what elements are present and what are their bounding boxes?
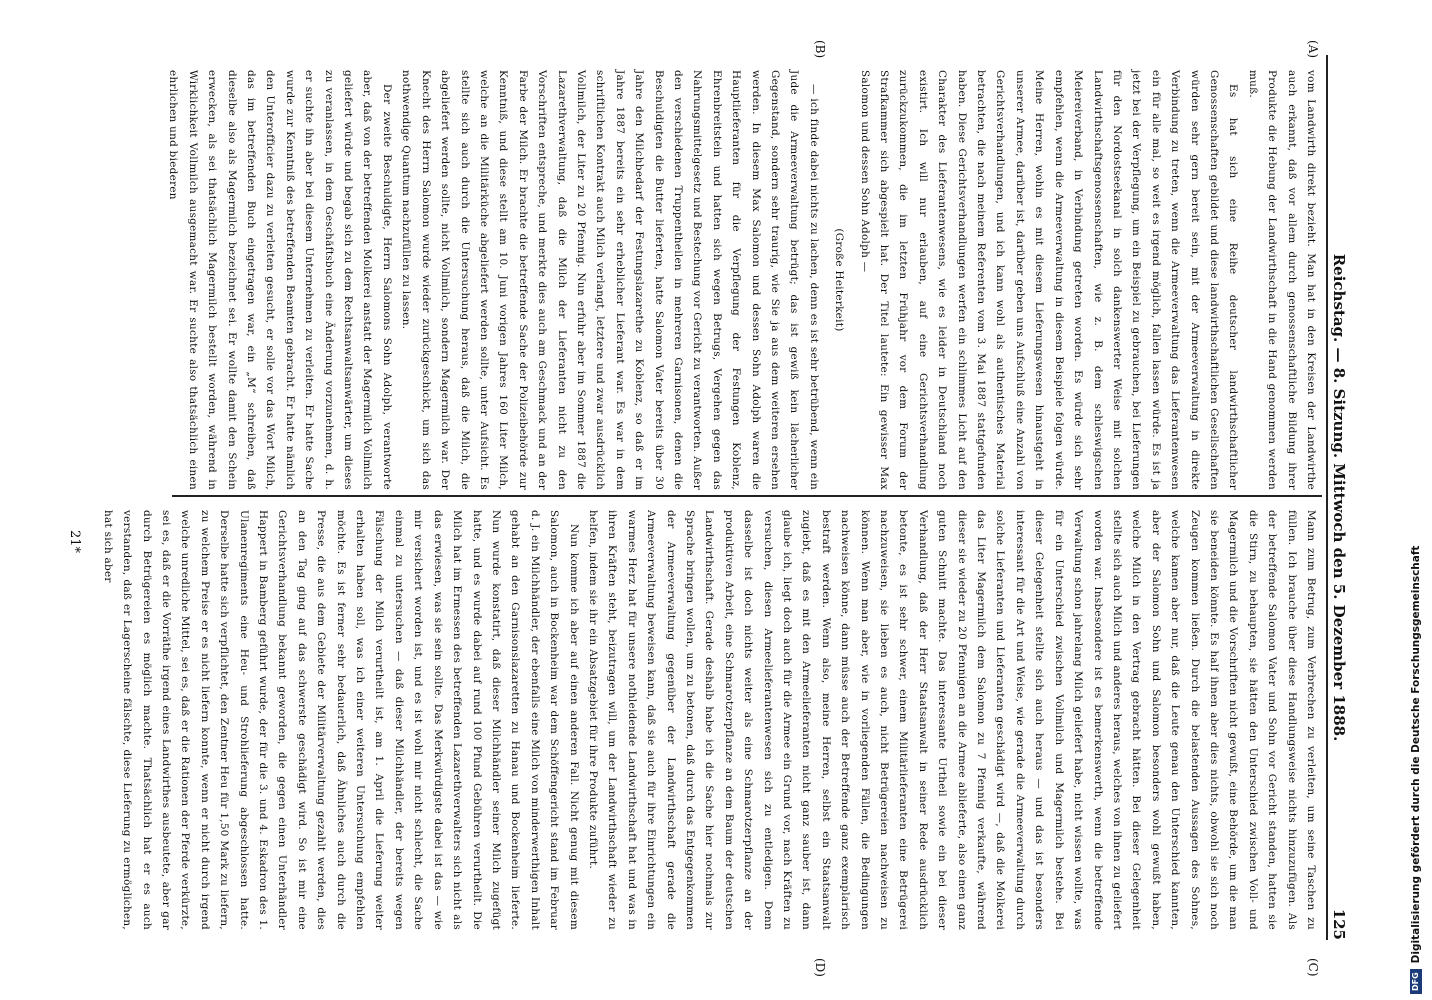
page-number: 125 [1330,908,1348,940]
margin-mark-d: (D) [813,958,827,977]
left-column [163,70,1320,490]
margin-mark-a: (A) [1306,40,1320,59]
right-paragraph-2: Nun komme ich aber auf einen anderen Fall. Nicht genug mit diesem Salomon, auch in Bockenheim war dem Schöffengericht stand im Februar d. J. ein Milchhändler, der ebenfalls eine Milch von minderwerthigen Inhalt gehabt an den Garnisonslazaretten zu Hanau und Bockenheim lieferte. Nun wurde konstatirt, daß dieser Milchhändler seiner Milch zugefügt hatte, und es wurde dabei auf rund 100 Pfund Gebühren verurtheilt. Die Milch hat im Ermessen des betreffenden Lazarethverwalters sich nicht als das erwiesen, was sie sein sollte. Das Merkwürdigste dabei ist das — wie mir versichert worden ist, und es ist wohl mir nicht schlecht, die Sache einmal zu untersuchen — daß dieser Milchhändler, der bereits wegen Fälschung der Milch verurtheilt ist, am 1. April die Lieferung weiter erhalten haben soll, was ich einer weiteren Untersuchung empfehlen möchte. Es ist ferner sehr bedauerlich, daß Ähnliches auch durch die Presse, die aus dem Gebiete der Militärverwaltung gezahlt werden, dies an den Tag ging auf das schwerste geschädigt wird. So ist mir eine Gerichtsverhandlung bekannt geworden, die gegen einen Unterhändler Happert in Bamberg geführt wurde, der für die 3. und 4. Eskadron des 1. Ulanenregiments eine Heu- und Strohlieferung abgeschlossen hatte. Derselbe hatte sich verpflichtet, den Zentner Heu für 1,50 Mark zu liefern, zu welchem Preise er es nicht liefern konnte, wenn er nicht durch irgend welche unredliche Mittel, sei es, daß er die Rationen der Pferde verkürzte, sei es, daß er die Vorräthe irgend eines Landwirthes ausbeutete, aber gar durch Betrügereien es möglich machte. Thatsächlich hat er es auch verstanden, daß er Lagerscheine fälschte, diese Lieferung zu ermöglichen, hat sich aber [101,510,580,930]
column-rule [172,495,1322,497]
margin-mark-c: (C) [1306,958,1320,977]
left-paragraph-4: Der zweite Beschuldigte, Herrn Salomons Sohn Adolph, verantworte aber, daß von der betreffenden Molkerei anstatt der Magermilch Vollmilch geliefert würde und begab sich zu dem Rechtsanwaltsanwärter, um dieses zu veranlassen, in dem Geschäftsbuch eine Änderung vorzunehmen, d. h. er suchte ihn aber bei diesem Unternehmen zu verleiten. Er hatte Sache wurde zur Kenntniß des betreffenden Beamten gebracht. Er hatte nämlich den Unterofficier dazu zu verleiten gesucht, er solle vor das Wort Milch, das im betreffenden Buch eingetragen war, ein „M“ schreiben, daß dieselbe also als Magermilch bezeichnet sei. Er wollte damit den Schein erwecken, als sei thatsächlich Magermilch bestellt worden, während in Wirklichkeit Vollmilch ausgemacht war. Er suchte also thatsächlich einen ehrlichen und biederen [167,70,393,490]
left-paragraph-1: vom Landwirth direkt bezieht. Man hat in den Kreisen der Landwirthe auch erkannt, daß vor allem durch genossenschaftliche Bildung ihrer Produkte die Hebung der Landwirthschaft in die Hand genommen werden muß. [1246,70,1317,490]
interjection: (Große Heiterkeit) [833,228,846,332]
left-paragraph-2: Es hat sich eine Reihe deutscher landwirthschaftlicher Genossenschaften gebildet und diese landwirthschaftlichen Gesellschaften würden sehr gern bereit sein, mit der Armeeverwaltung in direkte Verbindung zu treten, wenn die Armeeverwaltung das Lieferantenwesen ein für alle mal, so weit es irgend möglich, fallen lassen würde. Es ist ja jetzt bei der Verpflegung, um ein Beispiel zu gebrauchen, bei Lieferungen für den Nordostseekanal in solch dankenswerter Weise mit solchen Landwirthschaftsgenossenschaften, wie z. B. dem schleswigschen Meiereiverband, in Verbindung getreten worden. Es würde sich sehr empfehlen, wenn die Armeeverwaltung in diesem Beispiele folgen würde. Meine Herren, wohin es mit diesem Lieferungswesen hinaustgeht in unserer Armee, darüber ist, darüber geben uns Aufschluß eine Anzahl von Gerichtsverhandlungen, und ich kann wohl als authentisches Material betrachten, die nach meinem Referenten vom 3. Mai 1887 stattgefunden haben. Diese Gerichtsverhandlungen werfen ein schlimmes Licht auf den Charakter des Lieferantenwesens, wie es leider in Deutschland noch existirt. Ich will nur erlauben, auf eine Gerichtsverhandlung zurückzukommen, die im letzten Frühjahr vor dem Forum der Strafkammer sich abgespielt hat. Der Titel lautete: Ein gewisser Max Salomon und dessen Sohn Adolph — [858,70,1240,490]
footer-credit-text: Digitalisierung gefördert durch die Deutsche Forschungsgemeinschaft [1410,545,1422,964]
page-header [1328,55,1348,940]
signature-mark: 21* [67,530,82,554]
footer-credit [1404,4,1428,994]
margin-mark-b: (B) [813,40,827,59]
left-paragraph-3: — ich finde dabei nichts zu lachen, denn es ist sehr betrübend, wenn ein Jude die Armeeverwaltung betrügt; das ist gewiß kein lächerlicher Gegenstand, sondern sehr traurig, wie Sie ja aus dem weiteren ersehen werden. In diesem Max Salomon und dessen Sohn Adolph waren die Hauptlieferanten für die Verpflegung der Festungen Koblenz, Ehrenbreitstein und hatten sich wegen Betrugs, Vergehen gegen das Nahrungsmittelgesetz und Bestechung vor Gericht zu verantworten. Außer den verschiedenen Truppentheilen in mehreren Garnisonen, denen die Beschuldigten die Butter lieferten, hatte Salomon Vater bereits über 30 Jahre den Milchbedarf der Festungslazarethe zu Koblenz, so daß er im Jahre 1887 bereits ein sehr erheblicher Lieferant war. Es war in dem schriftlichen Kontrakt auch Milch verlangt, letztere und zwar ausdrücklich Vollmilch, der Liter zu 20 Pfennig. Nun erfuhr aber im Sommer 1887 die Lazarethverwaltung, daß die Milch der Lieferanten nicht zu den Vorschriften entspreche, und merkte dies auch am Geschmack und an der Farbe der Milch. Er brachte die betreffende Sache der Polizeibehörde zur Kenntniß, und diese stellt am 10. Juni vorigen Jahres 160 Liter Milch, welche an die Militärküche abgeliefert werden sollte, unter Aufsicht. Es stellte sich auch durch die Untersuchung heraus, daß die Milch, die abgeliefert werden sollte, nicht Vollmilch, sondern Magermilch war. Der Knecht des Herrn Salomon wurde wieder zurückgeschickt, um sich das nothwendige Quantum nachzufüllen zu lassen. [400,70,820,490]
dfg-logo-icon: DFG [1410,969,1422,994]
header-rule [1326,55,1328,940]
running-head: Reichstag. — 8. Sitzung. Mittwoch den 5. Dezember 1888. [1330,253,1348,742]
footer-strip [1404,4,1430,994]
right-column [97,510,1320,930]
right-paragraph-1: Mann zum Betrug, zum Verbrechen zu verleiten, um seine Taschen zu füllen. Ich brauche über diese Handlungsweise nichts hinzuzufügen. Als der betreffende Salomon Vater und Sohn vor Gericht standen, hatten sie die Stirn, zu behaupten, sie hätten den Unterschied zwischen Voll- und Magermilch und die Vorschriften nicht gewußt, eine Behörde, um die man sie beneiden könnte. Es half ihnen aber dies nichts, obwohl sie sich noch Zeugen kommen ließen. Durch die belastenden Aussagen des Sohnes, welche kamen aber nur, daß die Leute genau den Unterschied kannten, aber der Salomon Sohn und Salomon besonders wohl gewußt haben, welche Milch in den Vertrag gebracht hätten. Bei dieser Gelegenheit stellte sich auch Milch und anderes heraus, welches von ihnen zu geliefert worden war. Insbesondere ist es bemerkenswerth, wenn die betreffende Verwaltung schon jahrelang Milch geliefert habe, nicht wissen wollte, was für ein Unterschied zwischen Vollmilch und Magermilch bestehe. Bei dieser Gelegenheit stellte sich auch heraus — und das ist besonders interessant für die Art und Weise, wie gerade die Armeeverwaltung durch solche Lieferanten und Lieferanten geschädigt wird —, daß die Molkerei das Liter Magermilch dem Salomon zu 7 Pfennig verkaufte, während dieser sie wieder zu 20 Pfennigen an die Armee ablieferte, also einen ganz guten Schnitt machte. Das interessante Urtheil sowie ein bei dieser Verhandlung, daß der Herr Staatsanwalt in seiner Rede ausdrücklich betonte, es ist sehr schwer, einem Militärlieferanten eine Betrügerei nachzuweisen, sie lieben es auch, nicht Betrügereien nachweisen zu können. Wenn man aber, wie in vorliegenden Fällen, die Bedingungen nachweisen könne, dann müsse auch der Betreffende ganz exemplarisch bestraft werden. Wenn also, meine Herren, selbst ein Staatsanwalt zugiebt, daß es mit den Armeelieferanten nicht ganz sauber ist, dann glaube ich, liegt doch auch für die Armee ein Grund vor, nach Kräften zu versuchen, diesen Armeelieferantenwesen sich zu entledigen. Denn dasselbe ist doch nichts weiter als eine Schmarotzerpflanze an der produktiven Arbeit, eine Schmarotzerpflanze an dem Baum der deutschen Landwirthschaft. Gerade deshalb habe ich die Sache hier nochmals zur Sprache bringen wollen, um zu betonen, daß durch das Entgegenkommen der Armeeverwaltung gegenüber der Landwirthschaft gerade die Armeeverwaltung beweisen kann, daß sie auch für ihre Einrichtungen ein warmes Herz hat für unsere nothleidende Landwirthschaft hat und was in ihren Kräften steht, beizutragen will, um der Landwirthschaft wieder zu helfen, indem sie ihr ein Absatzgebiet für ihre Produkte zuführt. [586,510,1317,930]
